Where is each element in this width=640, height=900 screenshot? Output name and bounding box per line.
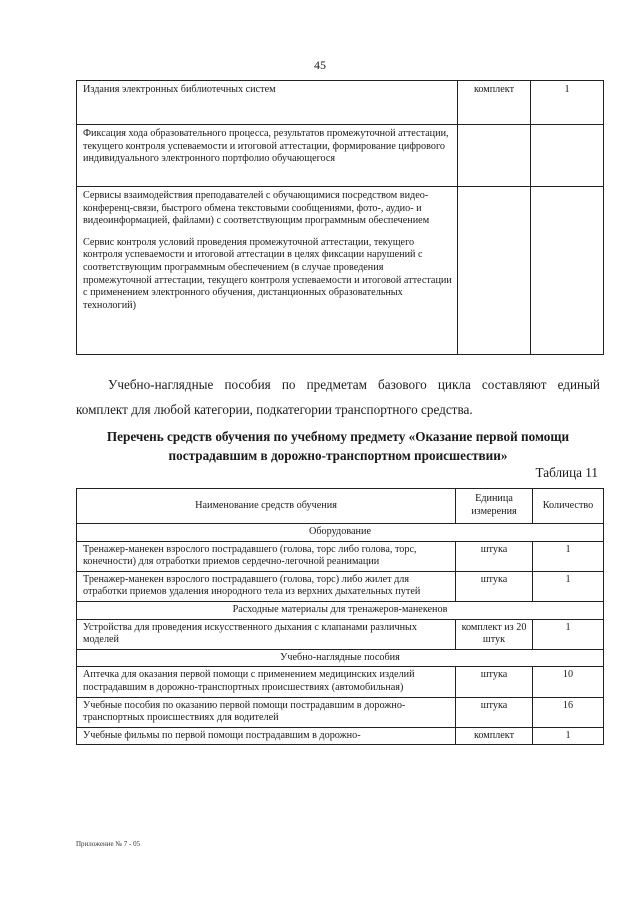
qty-cell	[531, 187, 604, 355]
table-row	[77, 187, 604, 355]
item-name-cell	[77, 667, 456, 697]
section-row	[77, 601, 604, 619]
item-name-cell	[77, 727, 456, 745]
header-unit: Единица измерения	[456, 489, 533, 524]
item-name-cell	[77, 541, 456, 571]
section-heading: Перечень средств обучения по учебному предмету «Оказание первой помощи пострадавшим в дорожно-транспортном происшествии»	[106, 429, 570, 463]
qty-cell	[531, 81, 604, 125]
table-row	[77, 697, 604, 727]
header-name: Наименование средств обучения	[77, 489, 456, 524]
item-unit: комплект	[473, 84, 515, 95]
item-name: Тренажер-манекен взрослого пострадавшего (голова, торс) либо жилет для отработки приемов удаления инородного тела из верхних дыхательных путей	[83, 573, 421, 598]
item-name: Учебные фильмы по первой помощи пострадавшим в дорожно-	[83, 729, 361, 741]
table-row	[77, 571, 604, 601]
item-name-cell	[77, 187, 458, 355]
item-name-cell	[77, 619, 456, 649]
table-header-row	[77, 489, 604, 524]
section-title: Оборудование	[77, 524, 604, 542]
table-row	[77, 667, 604, 697]
table-label: Таблица 11	[535, 465, 598, 480]
item-qty: 1	[533, 541, 604, 571]
qty-cell	[531, 125, 604, 187]
first-aid-equipment-table	[76, 488, 604, 745]
table-row	[77, 81, 604, 125]
item-name-cell	[77, 125, 458, 187]
header-qty: Количество	[533, 489, 604, 524]
unit-cell	[458, 187, 531, 355]
body-paragraph: Учебно-наглядные пособия по предметам базового цикла составляют единый комплект для любой категории, подкатегории транспортного средства.	[76, 377, 600, 417]
item-unit: штука	[456, 697, 533, 727]
item-name: Устройства для проведения искусственного дыхания с клапанами различных моделей	[83, 621, 417, 646]
page-number: 45	[314, 58, 326, 72]
item-name: Сервисы взаимодействия преподавателей с обучающимися посредством видео-конференц-связи, быстрого обмена текстовыми сообщениями, фото-, аудио- и видеоинформацией, файлами) с соответствующим программным обеспечением	[83, 190, 430, 227]
unit-cell	[458, 81, 531, 125]
item-unit: штука	[456, 541, 533, 571]
item-name: Фиксация хода образовательного процесса, результатов промежуточной аттестации, текущего контроля успеваемости и итоговой аттестации, формирование цифрового индивидуального электронного портфолио обучающегося	[83, 128, 449, 165]
item-qty: 1	[533, 619, 604, 649]
item-name: Издания электронных библиотечных систем	[83, 84, 276, 95]
section-row	[77, 649, 604, 667]
table-row	[77, 541, 604, 571]
item-unit: комплект	[456, 727, 533, 745]
item-qty: 1	[564, 84, 570, 95]
table-row	[77, 125, 604, 187]
item-qty: 1	[533, 727, 604, 745]
item-name: Сервис контроля условий проведения промежуточной аттестации, текущего контроля успеваемости и итоговой аттестации в целях фиксации нарушений с соответствующим программным обеспечением (в случае проведения промежуточной аттестации, текущего контроля успеваемости и итоговой аттестации с применением электронного обучения, дистанционных образовательных технологий)	[83, 236, 452, 311]
equipment-table-continued	[76, 80, 604, 355]
item-unit: штука	[456, 667, 533, 697]
section-title: Расходные материалы для тренажеров-манекенов	[77, 601, 604, 619]
item-unit: комплект из 20 штук	[456, 619, 533, 649]
item-name-cell	[77, 81, 458, 125]
item-qty: 16	[533, 697, 604, 727]
item-name-cell	[77, 697, 456, 727]
page-footer: Приложение № 7 - 05	[76, 840, 141, 848]
item-name: Аптечка для оказания первой помощи с применением медицинских изделий пострадавшим в дорожно-транспортных происшествиях (автомобильная)	[83, 669, 415, 693]
item-name-cell	[77, 571, 456, 601]
table-row	[77, 619, 604, 649]
unit-cell	[458, 125, 531, 187]
item-qty: 10	[533, 667, 604, 697]
section-title: Учебно-наглядные пособия	[77, 649, 604, 667]
table-row	[77, 727, 604, 745]
item-name: Учебные пособия по оказанию первой помощи пострадавшим в дорожно-транспортных происшествиях для водителей	[83, 699, 406, 724]
section-row	[77, 524, 604, 542]
item-unit: штука	[456, 571, 533, 601]
item-qty: 1	[533, 571, 604, 601]
item-name: Тренажер-манекен взрослого пострадавшего (голова, торс либо голова, торс, конечности) для отработки приемов сердечно-легочной реанимации	[83, 543, 417, 568]
